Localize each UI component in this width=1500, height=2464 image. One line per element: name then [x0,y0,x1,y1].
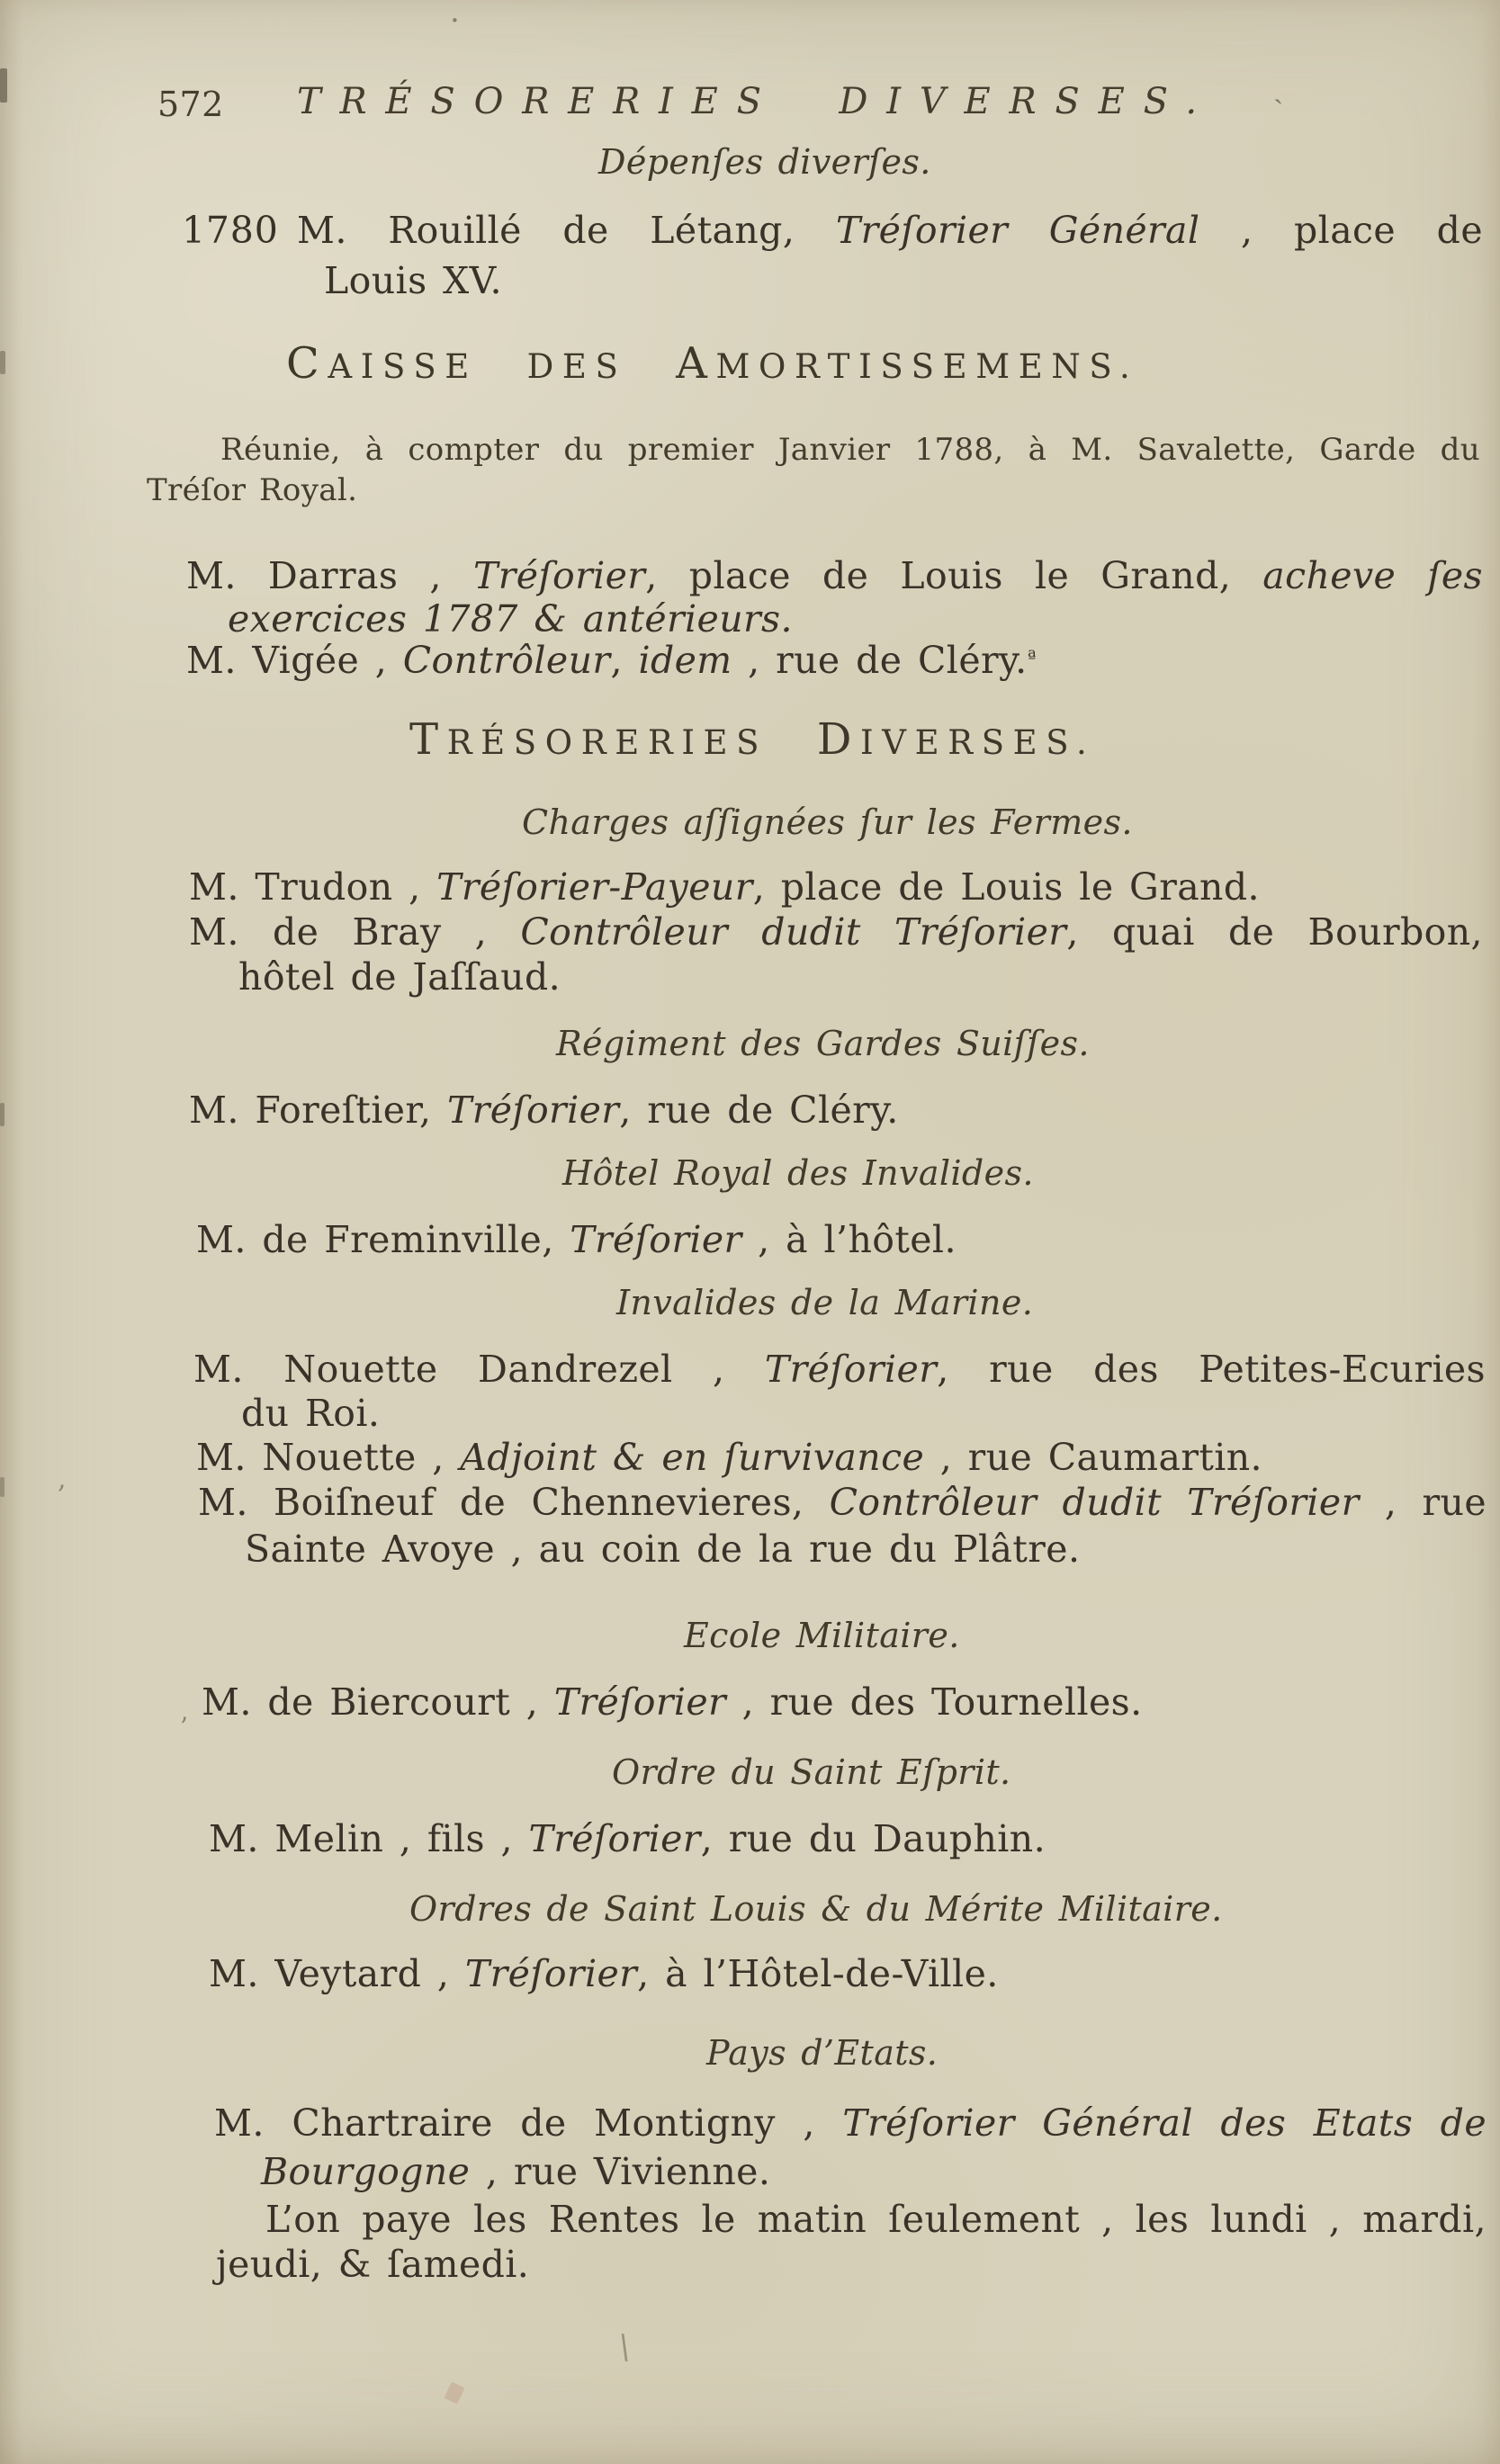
entry-boisneuf [198,1483,1487,1522]
text-run: M. Veytard , [209,1952,465,1995]
edge-blot [0,351,5,374]
text-run: M. Rouillé de Létang, [297,209,836,252]
text-run: , place de [1199,209,1484,252]
text-run: M. Darras , [186,554,473,597]
entry-nouette-adjoint [196,1438,1262,1477]
text-run: TRÉSORERIES DIVERSES. [297,81,1216,122]
text-run: L’on paye les Rentes le matin ſeulement , les lundi , mardi, [265,2198,1487,2241]
ink-mark: · [450,3,460,39]
text-run: , à l’hôtel. [741,1218,957,1261]
text-run: MORTISSEMENS. [715,347,1139,386]
entry-trudon [189,867,1260,907]
entry-nouette-dandrezel-cont [241,1393,380,1433]
text-run: , à l’Hôtel-de-Ville. [637,1952,999,1995]
text-run: , quai de Bourbon, [1066,910,1483,954]
text-run: Tréſorier [764,1348,938,1391]
text-run: , rue du Dauphin. [700,1817,1046,1860]
running-title [297,83,1216,121]
text-run: Charges aſſignées ſur les Fermes. [522,802,1133,842]
text-run: hôtel de Jaſſaud. [238,955,561,999]
text-run: Tréſorier [528,1817,701,1860]
ink-mark: ’ [180,1712,188,1742]
text-run: Tréſorier [553,1680,727,1724]
edge-blot [0,1103,4,1126]
entry-vigee [186,641,1037,680]
text-run: AISSE DES [328,347,677,386]
entry-darras-cont [228,599,793,639]
text-run: , rue des Tournelles. [726,1680,1143,1724]
text-run: Tréſor Royal. [147,472,358,508]
subtitle-regiment [556,1026,1090,1062]
text-run: M. Nouette , [196,1436,461,1479]
text-run: Contrôleur [402,639,611,682]
text-run: M. de Biercourt , [202,1680,554,1724]
entry-rouille [182,211,1483,250]
text-run: , [610,639,639,682]
text-run: A [676,338,716,389]
text-run: 1780 [182,209,279,252]
ink-mark: , [58,1464,67,1495]
entry-debray [189,912,1483,952]
entry-darras [186,556,1483,596]
text-run: M. Trudon , [189,865,437,909]
text-run: Tréſorier Général [835,209,1200,252]
subtitle-invalides-marine [616,1285,1033,1322]
text-run: , rue de Cléry. [619,1089,899,1132]
para-reunie-cont [147,474,357,507]
text-run: , rue [1359,1481,1487,1524]
edge-blot [445,2382,465,2405]
text-run: Tréſorier [472,554,646,597]
text-run: IVERSES. [860,723,1096,762]
entry-rouille-cont [324,261,502,300]
text-run: exercices 1787 & antérieurs. [228,597,793,641]
text-run: M. Nouette Dandrezel , [193,1348,765,1391]
text-run: Sainte Avoye , au coin de la rue du Plâtre. [245,1528,1081,1571]
text-run: Contrôleur dudit Tréſorier [520,910,1067,954]
text-run: Louis XV. [324,259,502,302]
text-run: M. Chartraire de Montigny , [214,2101,843,2145]
text-run: D [816,714,861,765]
text-run: Ordre du Saint Eſprit. [612,1752,1011,1792]
page-number [157,86,224,123]
text-run: idem [638,639,732,682]
para-rentes-cont [216,2244,529,2284]
text-run: , place de Louis le Grand. [752,865,1260,909]
text-run: 572 [157,85,224,124]
text-run: Invalides de la Marine. [616,1283,1034,1322]
text-run: Contrôleur dudit Tréſorier [829,1481,1360,1524]
text-run: , rue Vivienne. [470,2150,771,2193]
para-rentes [265,2200,1487,2239]
text-run: Dépenſes diverſes. [598,142,931,182]
entry-chartraire-cont [261,2152,770,2191]
text-run: du Roi. [241,1392,381,1435]
text-run: , rue des Petites-Ecuries [937,1348,1486,1391]
entry-nouette-dandrezel [193,1349,1486,1389]
entry-melin [209,1819,1046,1859]
text-run: acheve ſes [1262,554,1483,597]
text-run: M. Foreſtier, [189,1089,447,1132]
text-run: jeudi, & ſamedi. [216,2243,530,2286]
text-run: M. Melin , fils , [209,1817,529,1860]
subtitle-charges [522,804,1133,841]
text-run: Réunie, à compter du premier Janvier 1788, à M. Savalette, Garde du [220,432,1480,468]
subtitle-depenses [598,144,931,181]
text-run: , place de Louis le Grand, [645,554,1263,597]
entry-forestier [189,1090,899,1130]
heading-tresoreries [409,714,1096,765]
text-run: Hôtel Royal des Invalides. [562,1153,1034,1193]
text-run: M. Vigée , [186,639,403,682]
text-run: Adjoint & en ſurvivance [460,1436,925,1479]
text-run: C [286,338,328,389]
text-run: ª [1027,646,1037,668]
text-run: M. Boiſneuf de Chennevieres, [198,1481,830,1524]
text-run: Tréſorier [464,1952,638,1995]
text-run: Tréſorier [570,1218,742,1261]
ink-mark: \ [615,2328,633,2367]
text-run: M. de Bray , [189,910,521,954]
subtitle-hotel-royal [562,1155,1034,1192]
text-run: Tréſorier [446,1089,620,1132]
heading-caisse [286,338,1139,389]
edge-blot [0,68,7,103]
text-run: Bourgogne [261,2150,471,2193]
text-run: Pays d’Etats. [706,2033,939,2073]
entry-debray-cont [238,957,561,997]
subtitle-ordre-esprit [612,1754,1010,1791]
text-run: Régiment des Gardes Suiſſes. [556,1024,1090,1063]
text-run: Tréſorier-Payeur [436,865,753,909]
subtitle-pays-etats [706,2035,938,2072]
text-run: RÉSORERIES [446,723,817,762]
text-run: Tréſorier Général des Etats de [842,2101,1487,2145]
entry-chartraire [214,2103,1487,2143]
edge-blot [0,1477,4,1497]
subtitle-ordres-saint-louis [409,1891,1223,1928]
text-run: , rue de Cléry. [732,639,1028,682]
text-run: M. de Freminville, [196,1218,570,1261]
text-run: Ordres de Saint Louis & du Mérite Militaire. [409,1889,1223,1929]
text-run: T [409,714,447,765]
entry-biercourt [202,1682,1143,1722]
entry-freminville [196,1220,957,1259]
ink-mark: ˏ [1273,69,1284,105]
para-reunie [220,434,1480,467]
entry-boisneuf-cont [245,1529,1080,1569]
subtitle-ecole [684,1617,960,1654]
entry-veytard [209,1954,999,1994]
text-run: , rue Caumartin. [924,1436,1262,1479]
text-run: Ecole Militaire. [684,1616,960,1655]
